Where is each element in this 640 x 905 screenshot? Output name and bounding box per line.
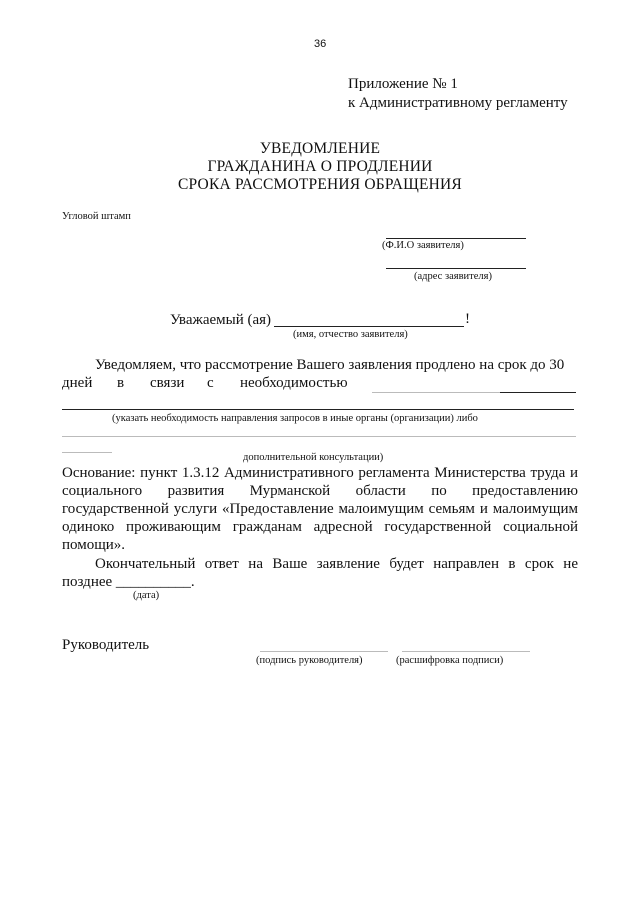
basis-line-4: одиноко проживающим гражданам адресной государственной социальной bbox=[62, 519, 578, 535]
appendix-line-2: к Административному регламенту bbox=[348, 95, 568, 111]
page-number: 36 bbox=[314, 38, 327, 50]
greeting-name-line bbox=[274, 326, 464, 327]
signature-decode-label: (расшифровка подписи) bbox=[396, 655, 504, 666]
notice-word-2: в bbox=[117, 375, 125, 391]
title-line-1: УВЕДОМЛЕНИЕ bbox=[259, 140, 381, 157]
notice-line-1: Уведомляем, что рассмотрение Вашего заявления продлено на срок до 30 bbox=[95, 357, 565, 373]
signature-line bbox=[260, 651, 388, 652]
reason-line bbox=[62, 409, 574, 410]
date-label: (дата) bbox=[133, 590, 160, 601]
notice-word-3: связи bbox=[150, 375, 185, 391]
reason-line-3 bbox=[62, 452, 112, 453]
greeting-sub-label: (имя, отчество заявителя) bbox=[293, 329, 408, 340]
applicant-address-label: (адрес заявителя) bbox=[414, 271, 492, 282]
greeting-text: Уважаемый (ая) bbox=[170, 312, 272, 328]
signature-role: Руководитель bbox=[62, 637, 150, 653]
final-answer-date-blank: __________ bbox=[115, 574, 191, 590]
applicant-address-line bbox=[386, 268, 526, 269]
necessity-line bbox=[500, 392, 576, 393]
basis-line-1: Основание: пункт 1.3.12 Административного регламента Министерства труда и bbox=[62, 465, 578, 481]
title-line-2: ГРАЖДАНИНА О ПРОДЛЕНИИ bbox=[207, 158, 433, 175]
notice-word-4: с bbox=[207, 375, 214, 391]
final-answer-prefix: позднее bbox=[62, 574, 113, 590]
reason-label-2: дополнительной консультации) bbox=[243, 452, 384, 463]
reason-label: (указать необходимость направления запросов в иные органы (организации) либо bbox=[112, 413, 478, 424]
final-answer-line-1: Окончательный ответ на Ваше заявление будет направлен в срок не bbox=[95, 556, 578, 572]
corner-stamp-label: Угловой штамп bbox=[62, 211, 131, 222]
signature-label: (подпись руководителя) bbox=[256, 655, 363, 666]
appendix-line-1: Приложение № 1 bbox=[348, 76, 458, 92]
necessity-line-gray bbox=[372, 392, 500, 393]
signature-decode-line bbox=[402, 651, 530, 652]
notice-word-1: дней bbox=[62, 375, 93, 391]
title-line-3: СРОКА РАССМОТРЕНИЯ ОБРАЩЕНИЯ bbox=[178, 176, 462, 193]
reason-line-2 bbox=[62, 436, 576, 437]
applicant-fio-label: (Ф.И.О заявителя) bbox=[382, 240, 464, 251]
applicant-fio-line bbox=[386, 238, 526, 239]
greeting-exclamation: ! bbox=[465, 311, 470, 327]
final-answer-line-2 bbox=[62, 574, 195, 591]
notice-word-5: необходимостью bbox=[240, 375, 348, 391]
basis-line-5: помощи». bbox=[62, 537, 126, 553]
basis-line-2: социального развития Мурманской области по предоставлению bbox=[62, 483, 578, 499]
final-answer-suffix: . bbox=[190, 574, 195, 590]
basis-line-3: государственной услуги «Предоставление малоимущим семьям и малоимущим bbox=[62, 501, 578, 517]
